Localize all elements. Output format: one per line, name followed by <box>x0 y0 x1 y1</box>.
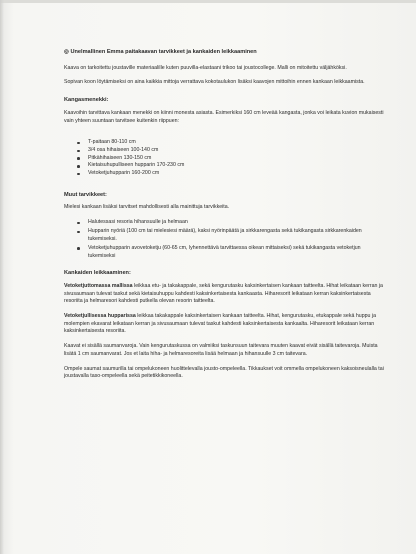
cutting-paragraph-4: Ompele saumat saumurilla tai ompelukoneen huolittelevalla jousto-ompeleella. Tikkaukset voit ommella ompelukoneen kaksoisneulalla tai joustavalla taso-ompeleella sekä peitetikkikoneella. <box>64 365 384 380</box>
fabric-list-item: Pitkähihaiseen 130-150 cm <box>88 155 386 163</box>
fabric-list-item: 3/4 osa hihaiseen 100-140 cm <box>88 147 386 155</box>
document-body <box>64 49 386 388</box>
cutting-paragraph-2 <box>64 313 386 336</box>
other-supplies-paragraph: Mielesi kankaan lisäksi tarvitset mahdollisesti alla mainittuja tarvikkeita. <box>64 204 230 211</box>
cutting-paragraph-1 <box>64 283 386 306</box>
other-supplies-list <box>64 219 386 260</box>
bullet-circle-icon: ◎ <box>64 49 69 55</box>
fabric-heading: Kangasmenekki: <box>64 97 109 104</box>
other-supplies-item: Halutessasi resoria hihansuulle ja helmaan <box>88 219 386 227</box>
scan-left-edge <box>0 0 4 554</box>
cutting-paragraph-2-text: leikkaa takakappale kaksinkertaisen kankaan taitteelta. Hihat, kengurutasku, etukappale sekä huppu ja molempien ekavarat leikataan kerran ja sivusaumaan tulevat taskut kahdesti kaksinkertaisesta kankaalta. Hiharesorit leikataan kerran kaksinkertaisesta resoriita. <box>64 313 376 335</box>
intro-paragraph-2: Sopivan koon löytämiseksi on aina kaikkia mittoja verrattava kokotaulukon lisäksi kaavojen mittoihin ennen kankaan leikkaamista. <box>64 79 365 86</box>
fabric-list-item: T-paitaan 80-110 cm <box>88 139 386 147</box>
fabric-list-item: Vetoketjuhupparin 160-200 cm <box>88 170 386 178</box>
cutting-paragraph-3: Kaavat ei sisällä saumanvaroja. Vain kengurutaskussa on valmiiksi taskunsuun taitevara muuten kaavat eivät sisällä taitevaroja. Muista lisätä 1 cm saumanvarat. Jos et laita hiha- ja helmaresoreita lisää helmaan ja hihansuulle 3 cm taitevara. <box>64 343 378 357</box>
document-title <box>64 49 386 57</box>
cutting-paragraph-1-text: leikkaa etu- ja takakappale, sekä kengurutasku kaksinkertaisen kankaan taitteelta. Hihat leikataan kerran ja sivusaumaan tulevat taskut sekä kietaisuhuppu kahdesti kaksinkertaisesta kankaasta. Hiharesorit leikataan kerran kaksinkertaisesta resoriita ja helmaresori kahdesti putkella olevan resorin taitteelta. <box>64 282 383 305</box>
intro-paragraph-1: Kaava on tarkoitettu joustaville materiaalille kuten puuvilla-elastaani trikoo tai joustocollege. Malli on mitoitettu väljähköksi. <box>64 64 347 71</box>
fabric-list <box>64 139 386 178</box>
other-supplies-heading: Muut tarvikkeet: <box>64 191 107 198</box>
fabric-list-item: Kietaisuhupulliseen hupparin 170-230 cm <box>88 162 386 170</box>
cutting-paragraph-1-lead: Vetoketjuttomassa mallissa <box>64 282 133 289</box>
fabric-paragraph: Kaavoihin tarvittava kankaan menekki on kiinni monesta asiasta. Esimerkiksi 160 cm leveää kangasta, jonka voi leikata kuvion mukaisesti vain yhteen suuntaan tarvitsee kuitenkin riippuen: <box>64 109 384 124</box>
scan-top-edge <box>0 0 416 3</box>
document-title-text: Unelmallinen Emma paitakaavan tarvikkeet ja kankaiden leikkaaminen <box>70 49 257 55</box>
cutting-paragraph-2-lead: Vetoketjullisessa hupparissa <box>64 313 136 320</box>
other-supplies-item: Vetoketjuhupparin avovetoketju (60-65 cm, lyhennettävä tarvittaessa oikean mittaiseksi) sekä tukikangasta vetoketjun tukemiseksi <box>88 245 386 260</box>
other-supplies-item: Hupparin nyöriä (100 cm tai mielesiesi määrä), kaksi nyörinpäätä ja sirkkarengasta sekä tukikangasta sirkkarenkaiden tukemiseksi. <box>88 228 386 243</box>
cutting-heading: Kankaiden leikkaaminen: <box>64 270 131 277</box>
